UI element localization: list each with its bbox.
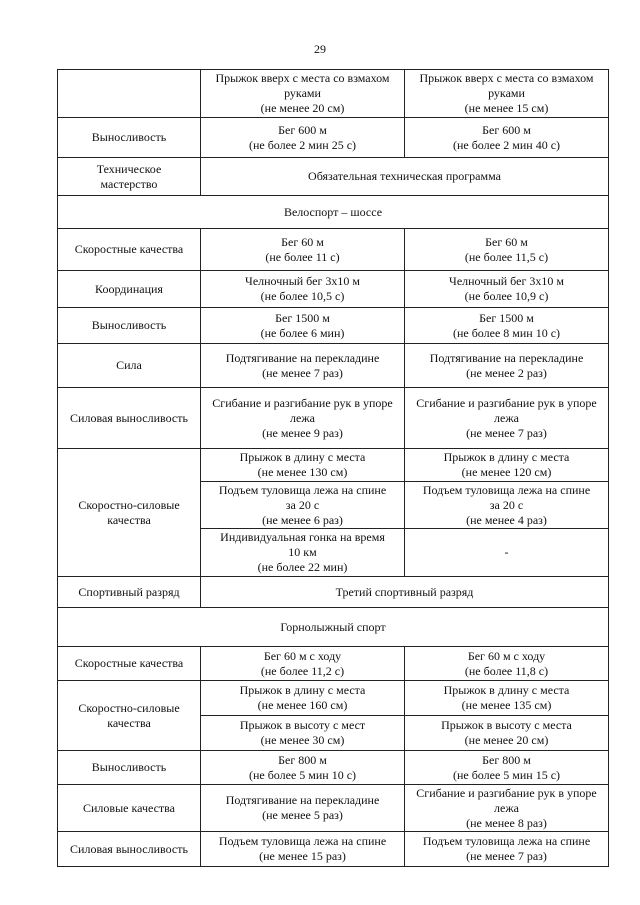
table-cell: Техническое мастерство — [58, 158, 201, 196]
table-cell: Бег 600 м (не более 2 мин 25 с) — [201, 118, 405, 158]
table-cell: Прыжок вверх с места со взмахом руками (не менее 15 см) — [405, 70, 609, 118]
table-cell: Челночный бег 3х10 м (не более 10,5 с) — [201, 271, 405, 308]
table-cell: Скоростно-силовые качества — [58, 681, 201, 751]
table-cell: Сгибание и разгибание рук в упоре лежа (не менее 8 раз) — [405, 785, 609, 832]
table-cell: Сгибание и разгибание рук в упоре лежа (не менее 7 раз) — [405, 388, 609, 449]
table-cell: Спортивный разряд — [58, 577, 201, 608]
table-cell: - — [405, 529, 609, 577]
table-cell: Челночный бег 3х10 м (не более 10,9 с) — [405, 271, 609, 308]
table-cell: Силовые качества — [58, 785, 201, 832]
table-row — [58, 751, 609, 785]
table-cell: Скоростные качества — [58, 647, 201, 681]
table-cell: Силовая выносливость — [58, 388, 201, 449]
table-cell: Бег 60 м (не более 11 с) — [201, 229, 405, 271]
table-row — [58, 388, 609, 449]
table-cell: Силовая выносливость — [58, 832, 201, 867]
table-cell: Выносливость — [58, 118, 201, 158]
table-cell: Бег 1500 м (не более 8 мин 10 с) — [405, 308, 609, 344]
table-row — [58, 308, 609, 344]
table-row — [58, 681, 609, 716]
table-cell: Прыжок в длину с места (не менее 120 см) — [405, 449, 609, 482]
table-cell: Подъем туловища лежа на спине (не менее 7 раз) — [405, 832, 609, 867]
table-row — [58, 118, 609, 158]
table-row — [58, 577, 609, 608]
table-cell: Бег 600 м (не более 2 мин 40 с) — [405, 118, 609, 158]
table-cell: Обязательная техническая программа — [201, 158, 609, 196]
table-cell: Бег 1500 м (не более 6 мин) — [201, 308, 405, 344]
table-cell: Сгибание и разгибание рук в упоре лежа (не менее 9 раз) — [201, 388, 405, 449]
table-row — [58, 158, 609, 196]
table-cell: Бег 60 м с ходу (не более 11,2 с) — [201, 647, 405, 681]
section-title: Велоспорт – шоссе — [58, 196, 609, 229]
section-title: Горнолыжный спорт — [58, 608, 609, 647]
table-cell: Подъем туловища лежа на спине за 20 с (не менее 4 раз) — [405, 482, 609, 529]
standards-table — [57, 69, 609, 867]
table-cell: Прыжок в высоту с мест (не менее 30 см) — [201, 716, 405, 751]
table-cell: Сила — [58, 344, 201, 388]
table-cell: Выносливость — [58, 751, 201, 785]
table-cell — [58, 70, 201, 118]
table-row — [58, 344, 609, 388]
page-number: 29 — [314, 42, 326, 56]
table-row — [58, 449, 609, 482]
table-cell: Индивидуальная гонка на время 10 км (не более 22 мин) — [201, 529, 405, 577]
section-header-row — [58, 608, 609, 647]
table-cell: Скоростные качества — [58, 229, 201, 271]
table-cell: Третий спортивный разряд — [201, 577, 609, 608]
table-cell: Прыжок в длину с места (не менее 135 см) — [405, 681, 609, 716]
table-cell: Скоростно-силовые качества — [58, 449, 201, 577]
table-cell: Прыжок вверх с места со взмахом руками (не менее 20 см) — [201, 70, 405, 118]
table-cell: Выносливость — [58, 308, 201, 344]
table-cell: Координация — [58, 271, 201, 308]
table-cell: Прыжок в длину с места (не менее 130 см) — [201, 449, 405, 482]
table-row — [58, 229, 609, 271]
table-cell: Бег 800 м (не более 5 мин 15 с) — [405, 751, 609, 785]
table-cell: Подтягивание на перекладине (не менее 5 раз) — [201, 785, 405, 832]
table-row — [58, 70, 609, 118]
table-cell: Прыжок в высоту с места (не менее 20 см) — [405, 716, 609, 751]
table-cell: Бег 60 м с ходу (не более 11,8 с) — [405, 647, 609, 681]
table-cell: Подтягивание на перекладине (не менее 2 раз) — [405, 344, 609, 388]
table-row — [58, 832, 609, 867]
table-cell: Подъем туловища лежа на спине за 20 с (не менее 6 раз) — [201, 482, 405, 529]
table-cell: Бег 60 м (не более 11,5 с) — [405, 229, 609, 271]
table-row — [58, 785, 609, 832]
table-cell: Подъем туловища лежа на спине (не менее 15 раз) — [201, 832, 405, 867]
table-cell: Бег 800 м (не более 5 мин 10 с) — [201, 751, 405, 785]
table-row — [58, 271, 609, 308]
table-cell: Прыжок в длину с места (не менее 160 см) — [201, 681, 405, 716]
section-header-row — [58, 196, 609, 229]
table-row — [58, 647, 609, 681]
table-cell: Подтягивание на перекладине (не менее 7 раз) — [201, 344, 405, 388]
